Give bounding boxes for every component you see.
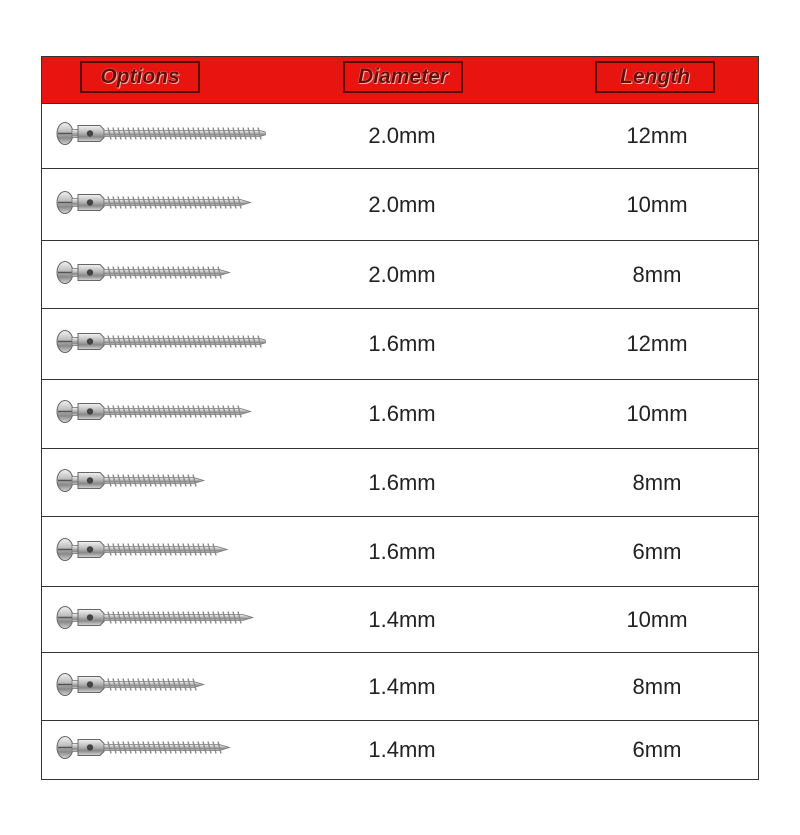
table-header — [42, 57, 758, 104]
screw-image — [56, 185, 266, 224]
length-cell: 10mm — [626, 401, 688, 426]
diameter-cell: 1.6mm — [368, 401, 436, 426]
length-cell: 8mm — [632, 673, 682, 699]
screw-image — [56, 325, 266, 364]
table-row — [42, 653, 758, 721]
diameter-cell: 1.4mm — [368, 673, 436, 699]
table-row — [42, 309, 758, 380]
screw-image — [56, 463, 266, 502]
table-row — [42, 241, 758, 309]
spec-table — [41, 56, 759, 780]
table-row — [42, 103, 758, 169]
diameter-cell: 1.4mm — [368, 737, 436, 762]
header-length: Length — [595, 61, 715, 93]
length-cell: 10mm — [626, 606, 688, 632]
screw-image — [56, 667, 266, 706]
diameter-cell: 1.6mm — [368, 331, 436, 356]
header-options: Options — [80, 61, 200, 93]
length-cell: 6mm — [632, 737, 682, 762]
length-cell: 8mm — [632, 469, 682, 495]
screw-image — [56, 532, 266, 571]
screw-image — [56, 255, 266, 294]
length-cell: 12mm — [626, 331, 688, 356]
diameter-cell: 2.0mm — [368, 261, 436, 287]
table-row — [42, 169, 758, 241]
screw-image — [56, 600, 266, 639]
length-cell: 10mm — [626, 191, 688, 217]
length-cell: 12mm — [626, 122, 688, 148]
table-row — [42, 380, 758, 449]
diameter-cell: 1.6mm — [368, 538, 436, 564]
diameter-cell: 1.4mm — [368, 606, 436, 632]
table-row — [42, 587, 758, 653]
length-cell: 6mm — [632, 538, 682, 564]
table-row — [42, 449, 758, 517]
screw-image — [56, 731, 266, 770]
screw-image — [56, 395, 266, 434]
diameter-cell: 2.0mm — [368, 122, 436, 148]
length-cell: 8mm — [632, 261, 682, 287]
header-diameter: Diameter — [343, 61, 463, 93]
screw-image — [56, 116, 266, 155]
table-row — [42, 721, 758, 779]
diameter-cell: 1.6mm — [368, 469, 436, 495]
diameter-cell: 2.0mm — [368, 191, 436, 217]
table-row — [42, 517, 758, 587]
